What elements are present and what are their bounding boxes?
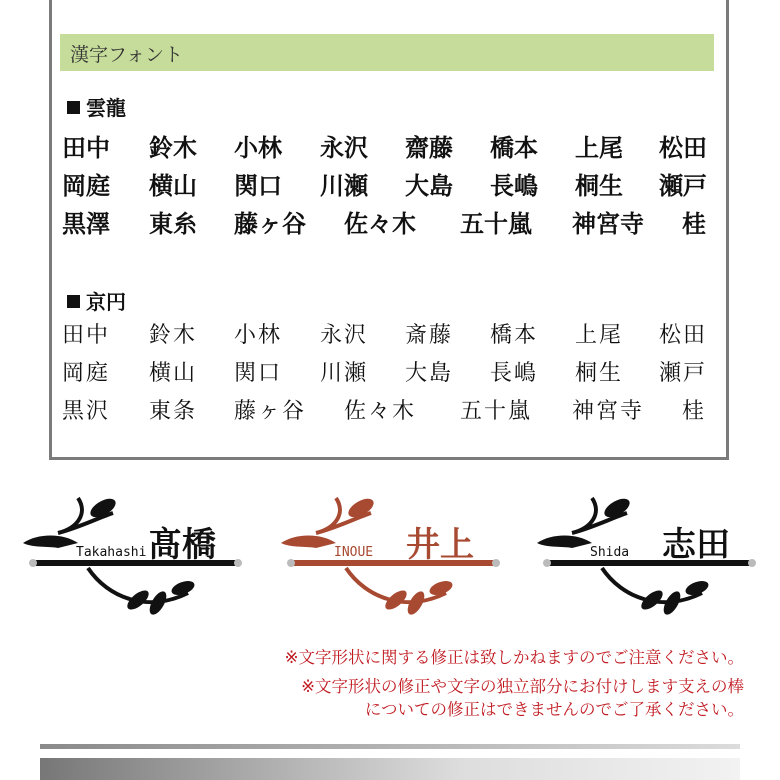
nameplate-roman: Shida xyxy=(590,545,630,560)
name-row xyxy=(62,166,722,204)
nameplate-kanji: 髙橋 xyxy=(148,525,216,565)
name-row xyxy=(62,356,722,394)
surname-sample: 田中 xyxy=(62,133,110,162)
surname-sample: 横山 xyxy=(149,361,198,386)
name-row xyxy=(62,128,722,166)
surname-sample: 東糸 xyxy=(149,209,197,238)
surname-sample: 黒沢 xyxy=(62,399,111,424)
section-title: 漢字フォント xyxy=(70,44,184,66)
font-group-title xyxy=(67,286,126,315)
surname-sample: 松田 xyxy=(659,323,708,348)
name-row xyxy=(62,394,722,432)
surname-sample: 瀬戸 xyxy=(659,171,707,200)
nameplate-examples xyxy=(0,488,780,623)
notice-line: ※文字形状に関する修正は致しかねますのでご注意ください。 xyxy=(284,648,744,667)
nameplate xyxy=(18,488,248,623)
surname-sample: 関口 xyxy=(234,361,283,386)
surname-sample: 岡庭 xyxy=(62,361,111,386)
surname-sample: 長嶋 xyxy=(490,171,538,200)
surname-sample: 桂 xyxy=(682,399,707,424)
surname-sample: 鈴木 xyxy=(149,133,197,162)
section-header xyxy=(60,34,714,71)
surname-sample: 上尾 xyxy=(575,323,624,348)
surname-sample: 瀬戸 xyxy=(659,361,708,386)
surname-sample: 鈴木 xyxy=(149,323,198,348)
surname-sample: 齋藤 xyxy=(405,133,453,162)
notice-line: ※文字形状の修正や文字の独立部分にお付けします支えの棒 xyxy=(301,677,744,696)
name-row xyxy=(62,318,722,356)
font-name: 京円 xyxy=(86,290,126,314)
divider-bar xyxy=(40,744,740,749)
surname-sample: 黒澤 xyxy=(62,209,110,238)
surname-sample: 上尾 xyxy=(575,133,623,162)
name-row xyxy=(62,204,722,242)
surname-sample: 田中 xyxy=(62,323,111,348)
font-group-title xyxy=(67,92,126,121)
surname-sample: 佐々木 xyxy=(344,209,416,238)
surname-sample: 佐々木 xyxy=(344,399,417,424)
surname-sample: 橋本 xyxy=(490,133,538,162)
surname-sample: 川瀬 xyxy=(320,361,369,386)
surname-sample: 藤ヶ谷 xyxy=(234,209,306,238)
surname-sample: 長嶋 xyxy=(490,361,539,386)
font-name: 雲龍 xyxy=(86,96,126,120)
surname-sample: 橋本 xyxy=(490,323,539,348)
surname-sample: 桐生 xyxy=(575,361,624,386)
square-bullet-icon xyxy=(67,295,80,308)
surname-sample: 五十嵐 xyxy=(460,209,532,238)
surname-sample: 東条 xyxy=(149,399,198,424)
nameplate xyxy=(532,488,762,623)
surname-sample: 永沢 xyxy=(320,133,368,162)
surname-sample: 大島 xyxy=(405,361,454,386)
surname-sample: 小林 xyxy=(234,323,283,348)
notice-text xyxy=(0,646,744,721)
font-sample-grid xyxy=(62,128,722,242)
square-bullet-icon xyxy=(67,101,80,114)
surname-sample: 五十嵐 xyxy=(460,399,533,424)
nameplate-graphic xyxy=(18,488,248,623)
nameplate-kanji: 井上 xyxy=(406,525,474,565)
surname-sample: 桂 xyxy=(682,209,706,238)
nameplate-graphic xyxy=(532,488,762,623)
surname-sample: 永沢 xyxy=(320,323,369,348)
surname-sample: 横山 xyxy=(149,171,197,200)
surname-sample: 藤ヶ谷 xyxy=(234,399,307,424)
surname-sample: 関口 xyxy=(234,171,282,200)
surname-sample: 岡庭 xyxy=(62,171,110,200)
nameplate-graphic xyxy=(276,488,506,623)
nameplate xyxy=(276,488,506,623)
surname-sample: 川瀬 xyxy=(320,171,368,200)
surname-sample: 斎藤 xyxy=(405,323,454,348)
surname-sample: 松田 xyxy=(659,133,707,162)
notice-line: についての修正はできませんのでご了承ください。 xyxy=(364,700,744,719)
font-sample-grid xyxy=(62,318,722,432)
surname-sample: 神宮寺 xyxy=(572,209,644,238)
nameplate-roman: INOUE xyxy=(334,545,374,560)
nameplate-kanji: 志田 xyxy=(662,525,730,565)
surname-sample: 桐生 xyxy=(575,171,623,200)
surname-sample: 小林 xyxy=(234,133,282,162)
surname-sample: 神宮寺 xyxy=(572,399,645,424)
surname-sample: 大島 xyxy=(405,171,453,200)
footer-bar xyxy=(40,758,740,780)
nameplate-roman: Takahashi xyxy=(76,545,147,560)
